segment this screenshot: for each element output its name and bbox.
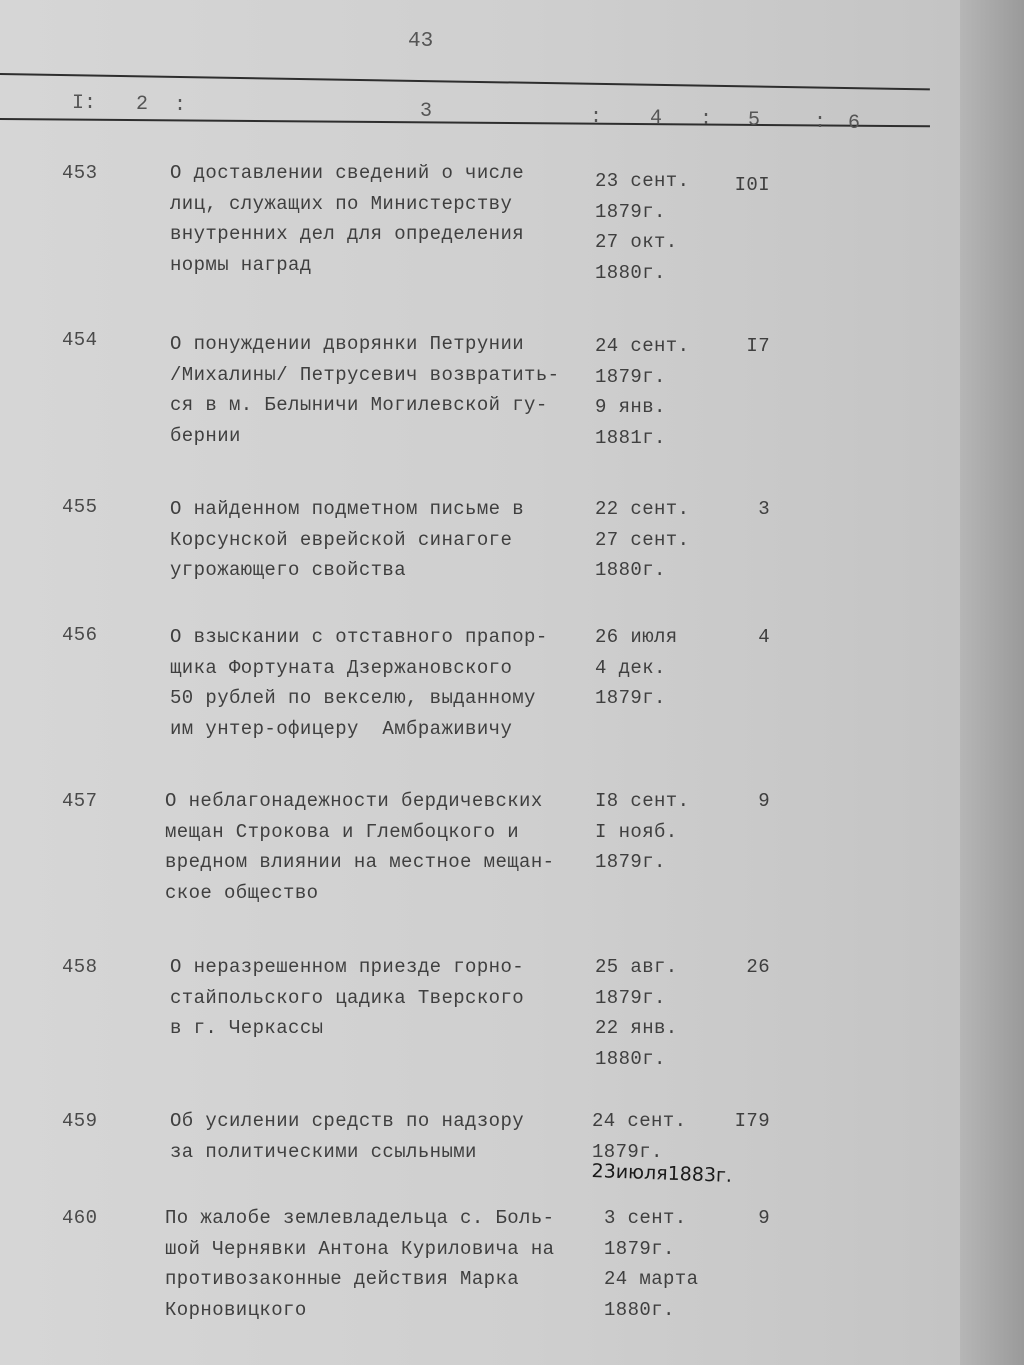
column-separator: : bbox=[590, 106, 603, 129]
page-shadow-edge bbox=[960, 0, 1024, 1365]
entry-number: 460 bbox=[62, 1207, 98, 1229]
entry-title: О понуждении дворянки Петрунии /Михалины/ Петрусевич возвратить- ся в м. Белыничи Могилевской гу- бернии bbox=[170, 333, 560, 447]
entry-title: О неразрешенном приезде горно- стайпольского цадика Тверского в г. Черкассы bbox=[170, 956, 525, 1039]
table-header-rule bbox=[0, 118, 930, 127]
entry-number: 453 bbox=[62, 162, 98, 184]
entry-number: 459 bbox=[62, 1110, 98, 1132]
entry-dates: 23 сент. 1879г. 27 окт. 1880г. bbox=[595, 170, 690, 284]
entry-sheet-count: I7 bbox=[746, 335, 770, 357]
entry-title: Об усилении средств по надзору за политическими ссыльными bbox=[170, 1110, 525, 1163]
entry-number: 458 bbox=[62, 956, 98, 978]
entry-sheet-count: 26 bbox=[746, 956, 770, 978]
entry-title: По жалобе землевладельца с. Боль- шой Чернявки Антона Куриловича на противозаконные действия Марка Корновицкого bbox=[165, 1207, 555, 1321]
column-header-5: 5 bbox=[748, 109, 761, 132]
entry-number: 456 bbox=[62, 624, 98, 646]
column-separator: : bbox=[700, 108, 713, 131]
page-number: 43 bbox=[408, 30, 434, 53]
entry-title: О неблагонадежности бердичевских мещан Строкова и Глембоцкого и вредном влиянии на местное мещан- ское общество bbox=[165, 790, 555, 904]
column-header-3: 3 bbox=[420, 100, 433, 123]
entry-sheet-count: 9 bbox=[758, 1207, 770, 1229]
column-separator: : bbox=[814, 111, 827, 134]
entry-sheet-count: 3 bbox=[758, 498, 770, 520]
entry-dates: 3 сент. 1879г. 24 марта 1880г. bbox=[604, 1207, 699, 1321]
entry-dates: 26 июля 4 дек. 1879г. bbox=[595, 626, 678, 709]
column-header-2: 2 bbox=[136, 93, 149, 116]
entry-sheet-count: I0I bbox=[734, 174, 770, 196]
entry-dates: I8 сент. I нояб. 1879г. bbox=[595, 790, 690, 873]
column-header-4: 4 bbox=[650, 107, 663, 130]
entry-sheet-count: 9 bbox=[758, 790, 770, 812]
table-top-rule bbox=[0, 73, 930, 90]
entry-number: 454 bbox=[62, 329, 98, 351]
column-separator: : bbox=[174, 94, 187, 117]
handwritten-date-annotation: 23июля1883г. bbox=[591, 1160, 733, 1187]
entry-number: 455 bbox=[62, 496, 98, 518]
column-header-1: I: bbox=[72, 92, 97, 115]
entry-dates: 24 сент. 1879г. bbox=[592, 1110, 687, 1163]
entry-title: О найденном подметном письме в Корсунской еврейской синагоге угрожающего свойства bbox=[170, 498, 525, 581]
entry-dates: 22 сент. 27 сент. 1880г. bbox=[595, 498, 690, 581]
entry-sheet-count: 4 bbox=[758, 626, 770, 648]
entry-dates: 24 сент. 1879г. 9 янв. 1881г. bbox=[595, 335, 690, 449]
entry-title: О взыскании с отставного прапор- щика Фортуната Дзержановского 50 рублей по векселю, выданному им унтер-офицеру Амбраживичу bbox=[170, 626, 548, 740]
entry-dates: 25 авг. 1879г. 22 янв. 1880г. bbox=[595, 956, 678, 1070]
entry-title: О доставлении сведений о числе лиц, служащих по Министерству внутренних дел для определения нормы наград bbox=[170, 162, 525, 276]
column-header-6: 6 bbox=[848, 112, 861, 135]
entry-number: 457 bbox=[62, 790, 98, 812]
entry-sheet-count: I79 bbox=[734, 1110, 770, 1132]
